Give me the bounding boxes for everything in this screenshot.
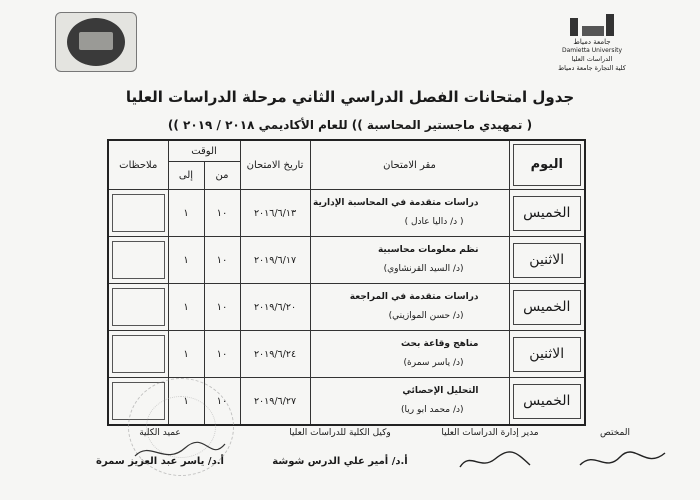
header-from: من [204,162,240,190]
handwritten-signature [455,445,535,475]
date-cell: ٢٠١٦/٦/١٣ [240,190,310,237]
table-row [108,190,585,237]
course-name: دراسات متقدمة في المراجعة [349,292,479,302]
page-title: جدول امتحانات الفصل الدراسي الثاني مرحلة الدراسات العليا [125,88,575,106]
signature-name: أ.د/ ياسر عبد العزيز سمرة [96,456,224,467]
time-from-cell: ١٠ [204,190,240,237]
day-cell: الخميس [509,190,585,237]
course-name: نظم معلومات محاسبية [377,245,479,255]
notes-cell [108,284,168,331]
day-cell: الخميس [509,284,585,331]
seal-icon [67,18,125,66]
time-to-cell: ١ [168,190,204,237]
header-date: تاريخ الامتحان [240,140,310,190]
course-cell [310,284,509,331]
signature-role: مدير إدارة الدراسات العليا [441,428,539,438]
signature-block-vice-dean [270,428,410,467]
time-to-cell: ١ [168,331,204,378]
handwritten-signature [575,445,670,475]
signature-name: أ.د/ أمير علي الدرس شوشة [272,456,408,467]
course-doctor: (د/ محمد ابو ريا) [401,405,464,415]
faculty-logo [55,12,137,72]
date-cell: ٢٠١٩/٦/٢٠ [240,284,310,331]
department-name: الدراسات العليا [571,55,613,63]
time-to-cell: ١ [168,284,204,331]
course-doctor: ( د/ داليا عادل ) [404,217,464,227]
header-time: الوقت [168,140,240,162]
time-to-cell: ١ [168,237,204,284]
notes-cell [108,237,168,284]
day-cell: الاثنين [509,331,585,378]
table-row [108,331,585,378]
time-from-cell: ١٠ [204,378,240,426]
course-name: مناهج وقاعة بحث [401,339,479,349]
building-icon [562,14,622,36]
day-cell: الخميس [509,378,585,426]
time-from-cell: ١٠ [204,237,240,284]
handwritten-signature [130,438,230,468]
notes-cell [108,331,168,378]
faculty-name: كلية التجارة جامعة دمياط [558,64,626,72]
time-from-cell: ١٠ [204,331,240,378]
signature-role: عميد الكلية [139,428,181,438]
course-name: دراسات متقدمة في المحاسبة الإدارية [313,198,479,208]
course-cell [310,331,509,378]
course-cell [310,378,509,426]
signature-role: المختص [600,428,630,438]
course-cell [310,237,509,284]
time-to-cell: ١ [168,378,204,426]
table-row [108,284,585,331]
course-doctor: (د/ السيد القرنشاوي) [383,264,464,274]
course-doctor: (د/ ياسر سمرة) [403,358,464,368]
course-doctor: (د/ حسن الموازيني) [388,311,464,321]
table-row [108,237,585,284]
header-course: مقر الامتحان [310,140,509,190]
page-subtitle: ( تمهيدي ماجستير المحاسبة )) للعام الأكاديمي ٢٠١٨ / ٢٠١٩ )) [167,118,533,132]
header-day: اليوم [509,140,585,190]
day-cell: الاثنين [509,237,585,284]
date-cell: ٢٠١٩/٦/٢٤ [240,331,310,378]
notes-cell [108,190,168,237]
date-cell: ٢٠١٩/٦/٢٧ [240,378,310,426]
course-name: التحليل الإحصائي [402,386,479,396]
date-cell: ٢٠١٩/٦/١٧ [240,237,310,284]
signature-role: وكيل الكلية للدراسات العليا [289,428,391,438]
university-name-en: Damietta University [561,47,623,54]
header-to: إلى [168,162,204,190]
university-name-ar: جامعة دمياط [573,38,611,46]
header-notes: ملاحظات [108,140,168,190]
course-cell [310,190,509,237]
time-from-cell: ١٠ [204,284,240,331]
university-logo [542,14,642,73]
